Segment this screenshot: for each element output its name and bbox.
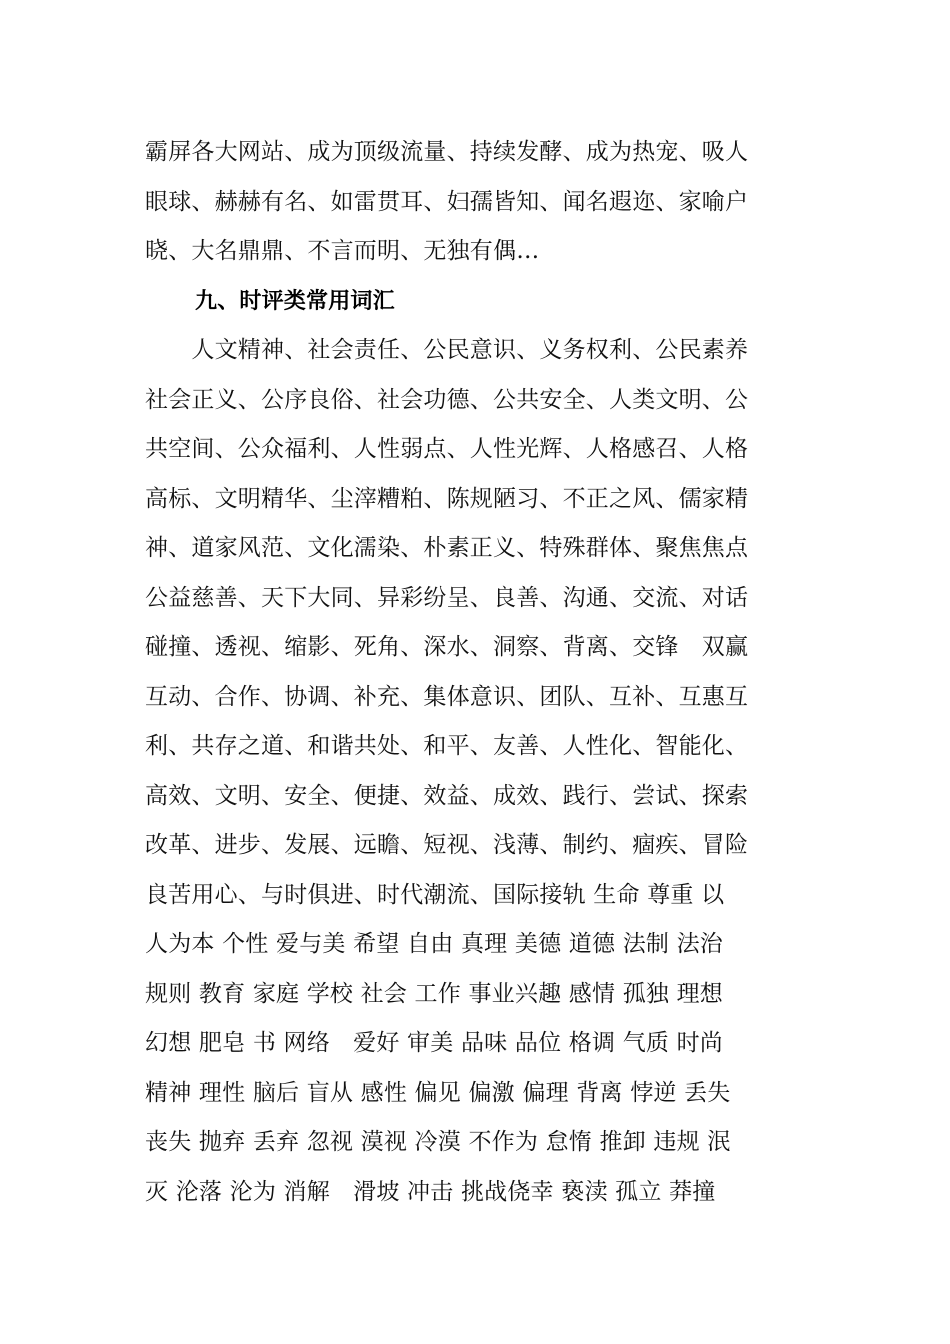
text-line: 丧失 抛弃 丢弃 忽视 漠视 冷漠 不作为 怠惰 推卸 违规 泯 [145, 1129, 731, 1155]
text-line: 幻想 肥皂 书 网络 爱好 审美 品味 品位 格调 气质 时尚 [145, 1030, 723, 1056]
text-line: 霸屏各大网站、成为顶级流量、持续发酵、成为热宠、吸人 [145, 139, 749, 165]
text-line: 精神 理性 脑后 盲从 感性 偏见 偏激 偏理 背离 悖逆 丢失 [145, 1079, 731, 1106]
text-line: 人为本 个性 爱与美 希望 自由 真理 美德 道德 法制 法治 [145, 931, 723, 957]
text-line: 改革、进步、发展、远瞻、短视、浅薄、制约、痼疾、冒险 [145, 832, 749, 858]
text-line: 良苦用心、与时俱进、时代潮流、国际接轨 生命 尊重 以 [145, 881, 725, 908]
section-heading: 九、时评类常用词汇 [195, 288, 395, 314]
text-line: 高标、文明精华、尘滓糟粕、陈规陋习、不正之风、儒家精 [145, 485, 749, 512]
text-line: 灭 沦落 沦为 消解 滑坡 冲击 挑战侥幸 亵渎 孤立 莽撞 [145, 1178, 716, 1205]
text-line: 社会正义、公序良俗、社会功德、公共安全、人类文明、公 [145, 386, 749, 413]
text-line: 利、共存之道、和谐共处、和平、友善、人性化、智能化、 [145, 733, 749, 759]
text-line: 眼球、赫赫有名、如雷贯耳、妇孺皆知、闻名遐迩、家喻户 [145, 188, 749, 215]
document-body [145, 128, 815, 1217]
text-line: 人文精神、社会责任、公民意识、义务权利、公民素养 [145, 337, 749, 363]
text-line: 规则 教育 家庭 学校 社会 工作 事业兴趣 感情 孤独 理想 [145, 980, 723, 1007]
text-line: 共空间、公众福利、人性弱点、人性光辉、人格感召、人格 [145, 436, 749, 462]
text-line: 互动、合作、协调、补充、集体意识、团队、互补、互惠互 [145, 683, 749, 710]
text-line: 碰撞、透视、缩影、死角、深水、洞察、背离、交锋 双赢 [145, 634, 749, 660]
text-line: 公益慈善、天下大同、异彩纷呈、良善、沟通、交流、对话 [145, 584, 749, 611]
text-line: 高效、文明、安全、便捷、效益、成效、践行、尝试、探索 [145, 782, 749, 809]
text-line: 晓、大名鼎鼎、不言而明、无独有偶… [145, 238, 540, 264]
text-line: 神、道家风范、文化濡染、朴素正义、特殊群体、聚焦焦点 [145, 535, 749, 561]
